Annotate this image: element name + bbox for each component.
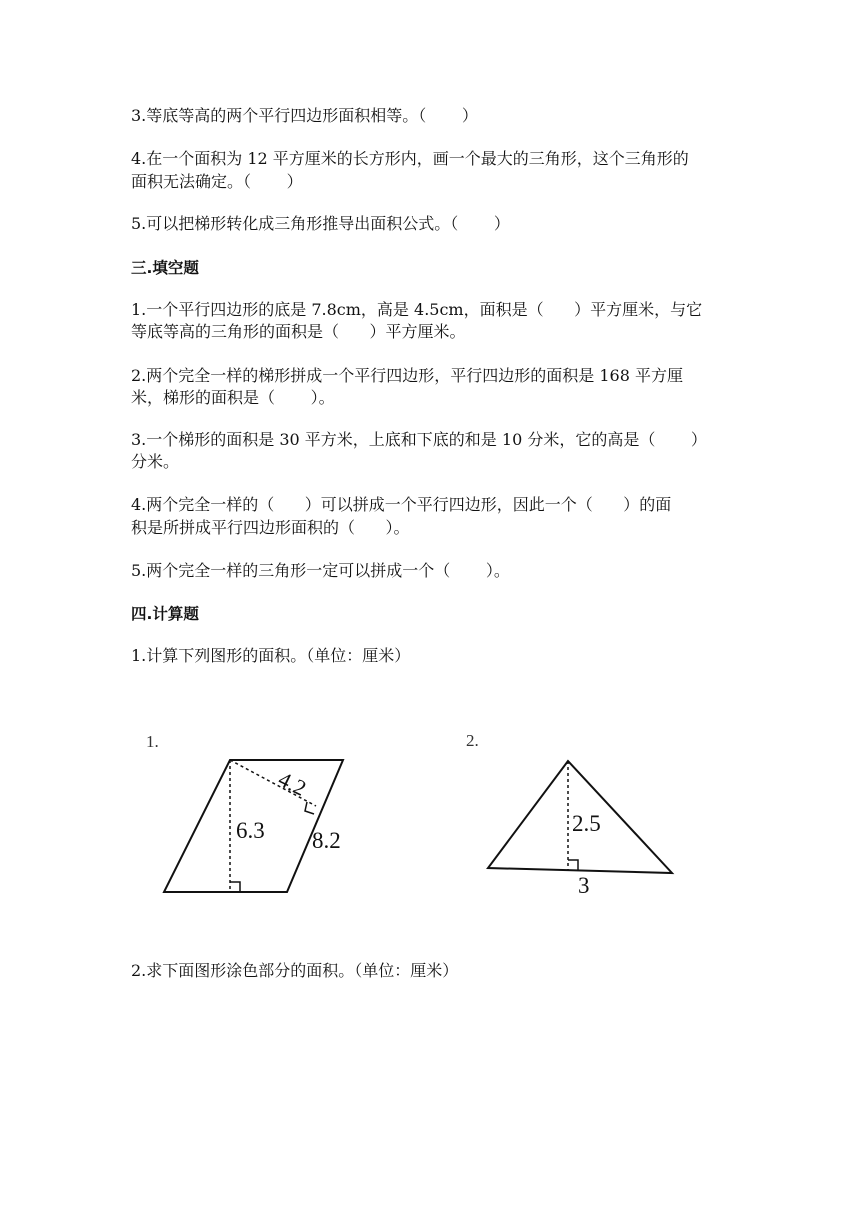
- figure-2-index-label: 2.: [466, 731, 479, 750]
- calc-question-1: 1.计算下列图形的面积。（单位：厘米）: [131, 646, 411, 665]
- parallelogram-figure: [130, 720, 380, 905]
- section-title-fill: 三.填空题: [131, 259, 199, 277]
- calc-question-2: 2.求下面图形涂色部分的面积。（单位：厘米）: [131, 961, 459, 980]
- fill-item-3-line2: 分米。: [131, 452, 180, 471]
- fill-item-1-line2: 等底等高的三角形的面积是（ ）平方厘米。: [131, 322, 466, 341]
- fill-item-2-line2: 米，梯形的面积是（ ）。: [131, 388, 335, 407]
- judgment-item-4-line2: 面积无法确定。（ ）: [131, 172, 303, 191]
- section-title-calc: 四.计算题: [131, 605, 199, 623]
- triangle-figure: [460, 720, 690, 900]
- judgment-item-3: 3.等底等高的两个平行四边形面积相等。（ ）: [131, 106, 478, 125]
- fill-item-2-line1: 2.两个完全一样的梯形拼成一个平行四边形，平行四边形的面积是 168 平方厘: [131, 366, 683, 385]
- fill-item-4-line2: 积是所拼成平行四边形面积的（ ）。: [131, 518, 410, 537]
- figure-1-index-label: 1.: [146, 732, 159, 751]
- label-2-5: 2.5: [572, 811, 601, 836]
- fill-item-1-line1: 1.一个平行四边形的底是 7.8cm，高是 4.5cm，面积是（ ）平方厘米，与它: [131, 300, 703, 319]
- right-angle-mark-bottom: [230, 882, 240, 892]
- label-6-3: 6.3: [236, 818, 265, 843]
- label-8-2: 8.2: [312, 828, 341, 853]
- triangle-right-angle-mark: [568, 860, 578, 870]
- label-4-2: 4.2: [274, 766, 311, 801]
- label-3: 3: [578, 873, 590, 898]
- fill-item-4-line1: 4.两个完全一样的（ ）可以拼成一个平行四边形，因此一个（ ）的面: [131, 495, 672, 514]
- judgment-item-5: 5.可以把梯形转化成三角形推导出面积公式。（ ）: [131, 214, 510, 233]
- fill-item-5: 5.两个完全一样的三角形一定可以拼成一个（ ）。: [131, 561, 510, 580]
- fill-item-3-line1: 3.一个梯形的面积是 30 平方米，上底和下底的和是 10 分米，它的高是（ ）: [131, 430, 707, 449]
- right-angle-mark-side: [305, 802, 314, 814]
- judgment-item-4-line1: 4.在一个面积为 12 平方厘米的长方形内，画一个最大的三角形，这个三角形的: [131, 149, 689, 168]
